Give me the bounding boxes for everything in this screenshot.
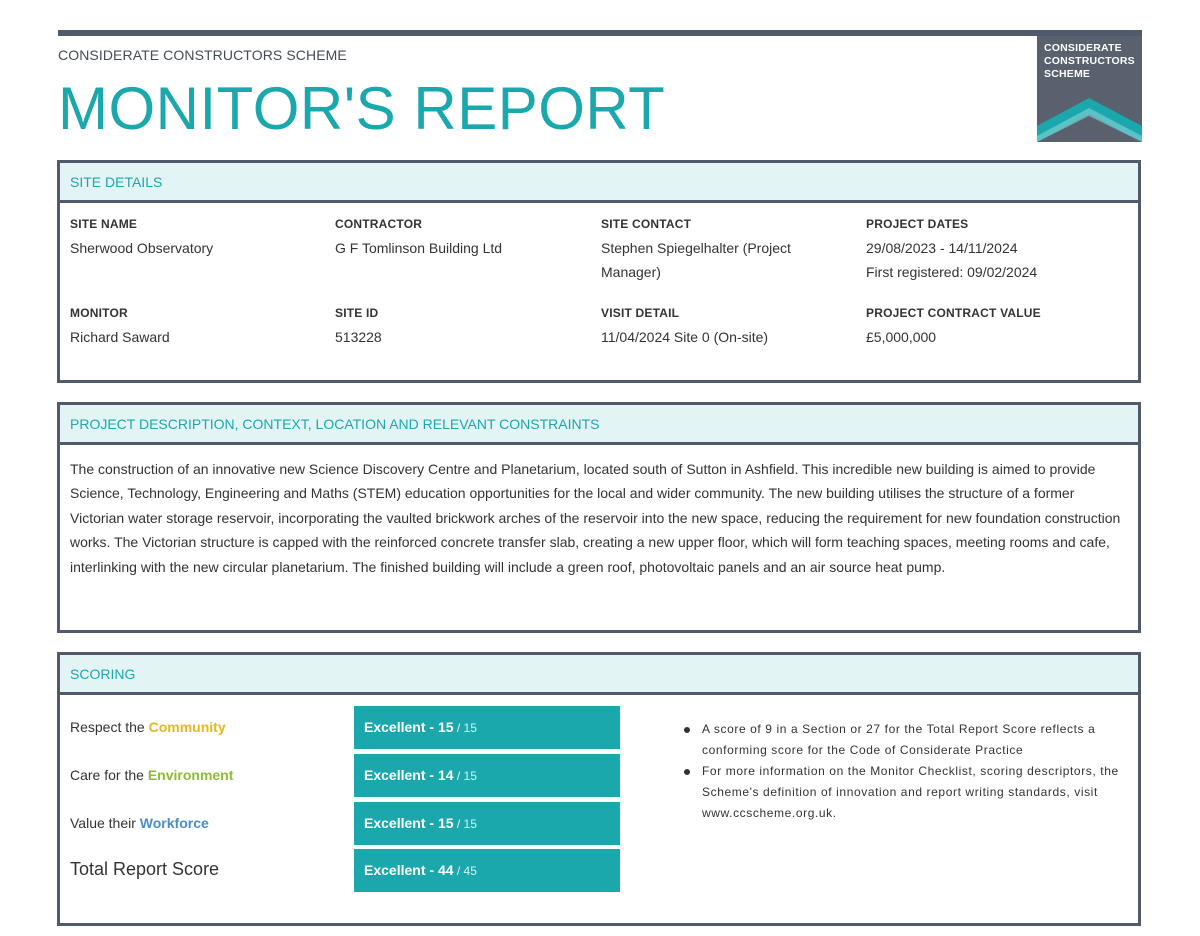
project-description-text: The construction of an innovative new Science Discovery Centre and Planetarium, located south of Sutton in Ashfield. This incredible new building is aimed to provide Science, Technology, Engineering and Maths (STEM) education opportunities for the local and wider community. The new building utilises the structure of a former Victorian water storage reservoir, incorporating the vaulted brickwork arches of the reservoir into the new space, reducing the requirement for new foundation construction works. The Victorian structure is capped with the reinforced concrete transfer slab, creating a new upper floor, which will form teaching spaces, meeting rooms and cafe, interlinking with the new circular planetarium. The finished building will include a green roof, photovoltaic panels and an air source heat pump. — [70, 461, 1121, 575]
score-box-total: Excellent - 44 / 45 — [354, 849, 620, 892]
total-score-label: Total Report Score — [70, 859, 220, 879]
score-label-workforce: Value their Workforce — [70, 815, 209, 831]
project-description-panel — [57, 402, 1141, 633]
site-name-field: SITE NAME Sherwood Observatory — [70, 217, 214, 256]
org-name: CONSIDERATE CONSTRUCTORS SCHEME — [58, 47, 347, 63]
bullet-icon — [684, 727, 690, 733]
page-title: MONITOR'S REPORT — [58, 75, 666, 142]
score-box-workforce: Excellent - 15 / 15 — [354, 802, 620, 845]
logo-text: CONSIDERATE CONSTRUCTORS SCHEME — [1044, 42, 1135, 80]
bullet-icon — [684, 769, 690, 775]
project-description-heading: PROJECT DESCRIPTION, CONTEXT, LOCATION AND RELEVANT CONSTRAINTS — [60, 405, 1138, 445]
site-contact-field: SITE CONTACT Stephen Spiegelhalter (Project Manager) — [601, 217, 791, 280]
top-rule — [58, 30, 1142, 36]
scoring-panel — [57, 652, 1141, 926]
project-dates-field: PROJECT DATES 29/08/2023 - 14/11/2024 First registered: 09/02/2024 — [866, 217, 1038, 280]
chevron-logo-icon — [1037, 92, 1142, 142]
contractor-field: CONTRACTOR G F Tomlinson Building Ltd — [335, 217, 503, 256]
scheme-logo — [1037, 36, 1142, 142]
visit-detail-field: VISIT DETAIL 11/04/2024 Site 0 (On-site) — [601, 306, 769, 345]
score-label-environment: Care for the Environment — [70, 767, 234, 783]
score-label-community: Respect the Community — [70, 719, 226, 735]
scoring-note: For more information on the Monitor Checklist, scoring descriptors, the Scheme's definition of innovation and report writing standards, visit www.ccscheme.org.uk. — [680, 761, 1120, 824]
site-details-panel — [57, 160, 1141, 383]
scoring-notes — [680, 719, 1120, 824]
score-box-community: Excellent - 15 / 15 — [354, 706, 620, 749]
monitor-field: MONITOR Richard Saward — [70, 306, 170, 345]
site-id-field: SITE ID 513228 — [335, 306, 382, 345]
score-box-environment: Excellent - 14 / 15 — [354, 754, 620, 797]
scoring-heading: SCORING — [60, 655, 1138, 695]
site-details-heading: SITE DETAILS — [60, 163, 1138, 203]
scoring-note: A score of 9 in a Section or 27 for the Total Report Score reflects a conforming score for the Code of Considerate Practice — [680, 719, 1120, 761]
contract-value-field: PROJECT CONTRACT VALUE £5,000,000 — [866, 306, 1041, 345]
